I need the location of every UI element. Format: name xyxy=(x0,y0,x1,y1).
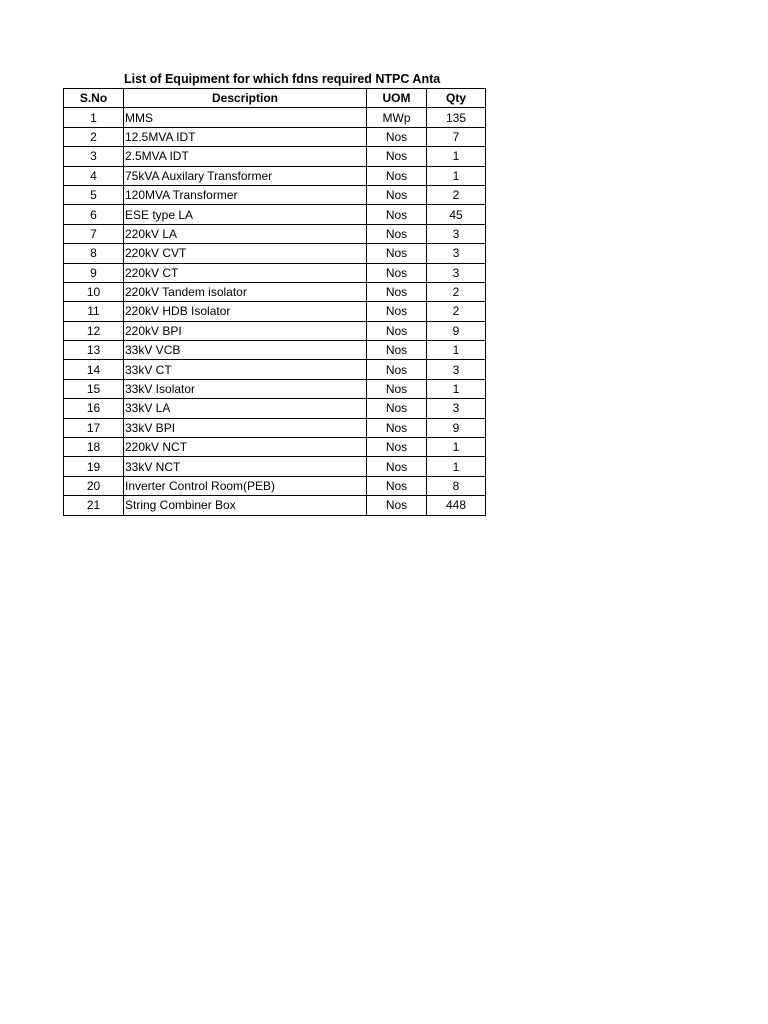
header-uom: UOM xyxy=(367,89,427,108)
table-row xyxy=(64,244,486,263)
cell-description: 33kV Isolator xyxy=(124,379,367,398)
cell-sno: 6 xyxy=(64,205,124,224)
cell-description: 33kV BPI xyxy=(124,418,367,437)
cell-sno: 3 xyxy=(64,147,124,166)
cell-uom: Nos xyxy=(367,321,427,340)
cell-qty: 2 xyxy=(427,282,486,301)
cell-sno: 8 xyxy=(64,244,124,263)
cell-uom: Nos xyxy=(367,418,427,437)
header-description: Description xyxy=(124,89,367,108)
cell-description: Inverter Control Room(PEB) xyxy=(124,476,367,495)
cell-description: String Combiner Box xyxy=(124,496,367,515)
table-row xyxy=(64,379,486,398)
cell-sno: 9 xyxy=(64,263,124,282)
cell-qty: 448 xyxy=(427,496,486,515)
cell-description: 220kV Tandem isolator xyxy=(124,282,367,301)
cell-description: 220kV LA xyxy=(124,224,367,243)
cell-qty: 1 xyxy=(427,438,486,457)
table-row xyxy=(64,263,486,282)
cell-description: 33kV CT xyxy=(124,360,367,379)
cell-uom: Nos xyxy=(367,496,427,515)
cell-qty: 1 xyxy=(427,341,486,360)
table-row xyxy=(64,399,486,418)
cell-uom: Nos xyxy=(367,379,427,398)
cell-description: 220kV CVT xyxy=(124,244,367,263)
cell-qty: 3 xyxy=(427,244,486,263)
cell-qty: 3 xyxy=(427,399,486,418)
table-row xyxy=(64,496,486,515)
cell-sno: 1 xyxy=(64,108,124,127)
table-row xyxy=(64,457,486,476)
cell-qty: 3 xyxy=(427,263,486,282)
table-row xyxy=(64,166,486,185)
cell-qty: 1 xyxy=(427,457,486,476)
cell-sno: 7 xyxy=(64,224,124,243)
cell-uom: Nos xyxy=(367,457,427,476)
cell-description: 220kV HDB Isolator xyxy=(124,302,367,321)
cell-description: MMS xyxy=(124,108,367,127)
cell-description: 12.5MVA IDT xyxy=(124,127,367,146)
table-row xyxy=(64,108,486,127)
equipment-table xyxy=(63,88,486,516)
table-row xyxy=(64,147,486,166)
cell-description: 220kV BPI xyxy=(124,321,367,340)
cell-qty: 1 xyxy=(427,147,486,166)
cell-qty: 9 xyxy=(427,321,486,340)
cell-sno: 14 xyxy=(64,360,124,379)
cell-uom: Nos xyxy=(367,302,427,321)
cell-qty: 135 xyxy=(427,108,486,127)
sheet-title: List of Equipment for which fdns required NTPC Anta xyxy=(124,72,441,86)
cell-uom: Nos xyxy=(367,185,427,204)
cell-description: 2.5MVA IDT xyxy=(124,147,367,166)
header-row xyxy=(64,89,486,108)
cell-qty: 7 xyxy=(427,127,486,146)
cell-sno: 2 xyxy=(64,127,124,146)
cell-qty: 1 xyxy=(427,166,486,185)
cell-sno: 12 xyxy=(64,321,124,340)
table-row xyxy=(64,360,486,379)
table-row xyxy=(64,476,486,495)
cell-uom: Nos xyxy=(367,282,427,301)
header-sno: S.No xyxy=(64,89,124,108)
cell-uom: MWp xyxy=(367,108,427,127)
cell-sno: 21 xyxy=(64,496,124,515)
header-qty: Qty xyxy=(427,89,486,108)
table-row xyxy=(64,185,486,204)
cell-uom: Nos xyxy=(367,224,427,243)
cell-sno: 16 xyxy=(64,399,124,418)
cell-qty: 2 xyxy=(427,185,486,204)
cell-uom: Nos xyxy=(367,341,427,360)
table-row xyxy=(64,282,486,301)
cell-sno: 20 xyxy=(64,476,124,495)
cell-description: 220kV NCT xyxy=(124,438,367,457)
table-row xyxy=(64,341,486,360)
cell-sno: 17 xyxy=(64,418,124,437)
cell-description: 33kV NCT xyxy=(124,457,367,476)
cell-qty: 9 xyxy=(427,418,486,437)
cell-sno: 18 xyxy=(64,438,124,457)
cell-sno: 10 xyxy=(64,282,124,301)
cell-uom: Nos xyxy=(367,205,427,224)
cell-sno: 4 xyxy=(64,166,124,185)
cell-description: 33kV LA xyxy=(124,399,367,418)
table-row xyxy=(64,127,486,146)
cell-description: ESE type LA xyxy=(124,205,367,224)
cell-uom: Nos xyxy=(367,438,427,457)
cell-uom: Nos xyxy=(367,244,427,263)
cell-sno: 5 xyxy=(64,185,124,204)
cell-uom: Nos xyxy=(367,263,427,282)
cell-qty: 8 xyxy=(427,476,486,495)
table-row xyxy=(64,302,486,321)
table-row xyxy=(64,321,486,340)
cell-uom: Nos xyxy=(367,476,427,495)
table-row xyxy=(64,438,486,457)
cell-description: 120MVA Transformer xyxy=(124,185,367,204)
table-row xyxy=(64,224,486,243)
cell-qty: 2 xyxy=(427,302,486,321)
cell-sno: 13 xyxy=(64,341,124,360)
cell-uom: Nos xyxy=(367,127,427,146)
cell-qty: 3 xyxy=(427,224,486,243)
cell-description: 75kVA Auxilary Transformer xyxy=(124,166,367,185)
cell-description: 33kV VCB xyxy=(124,341,367,360)
cell-uom: Nos xyxy=(367,360,427,379)
cell-uom: Nos xyxy=(367,147,427,166)
cell-uom: Nos xyxy=(367,399,427,418)
cell-sno: 15 xyxy=(64,379,124,398)
table-row xyxy=(64,418,486,437)
cell-description: 220kV CT xyxy=(124,263,367,282)
cell-qty: 1 xyxy=(427,379,486,398)
cell-qty: 3 xyxy=(427,360,486,379)
table-row xyxy=(64,205,486,224)
cell-uom: Nos xyxy=(367,166,427,185)
cell-qty: 45 xyxy=(427,205,486,224)
cell-sno: 11 xyxy=(64,302,124,321)
cell-sno: 19 xyxy=(64,457,124,476)
